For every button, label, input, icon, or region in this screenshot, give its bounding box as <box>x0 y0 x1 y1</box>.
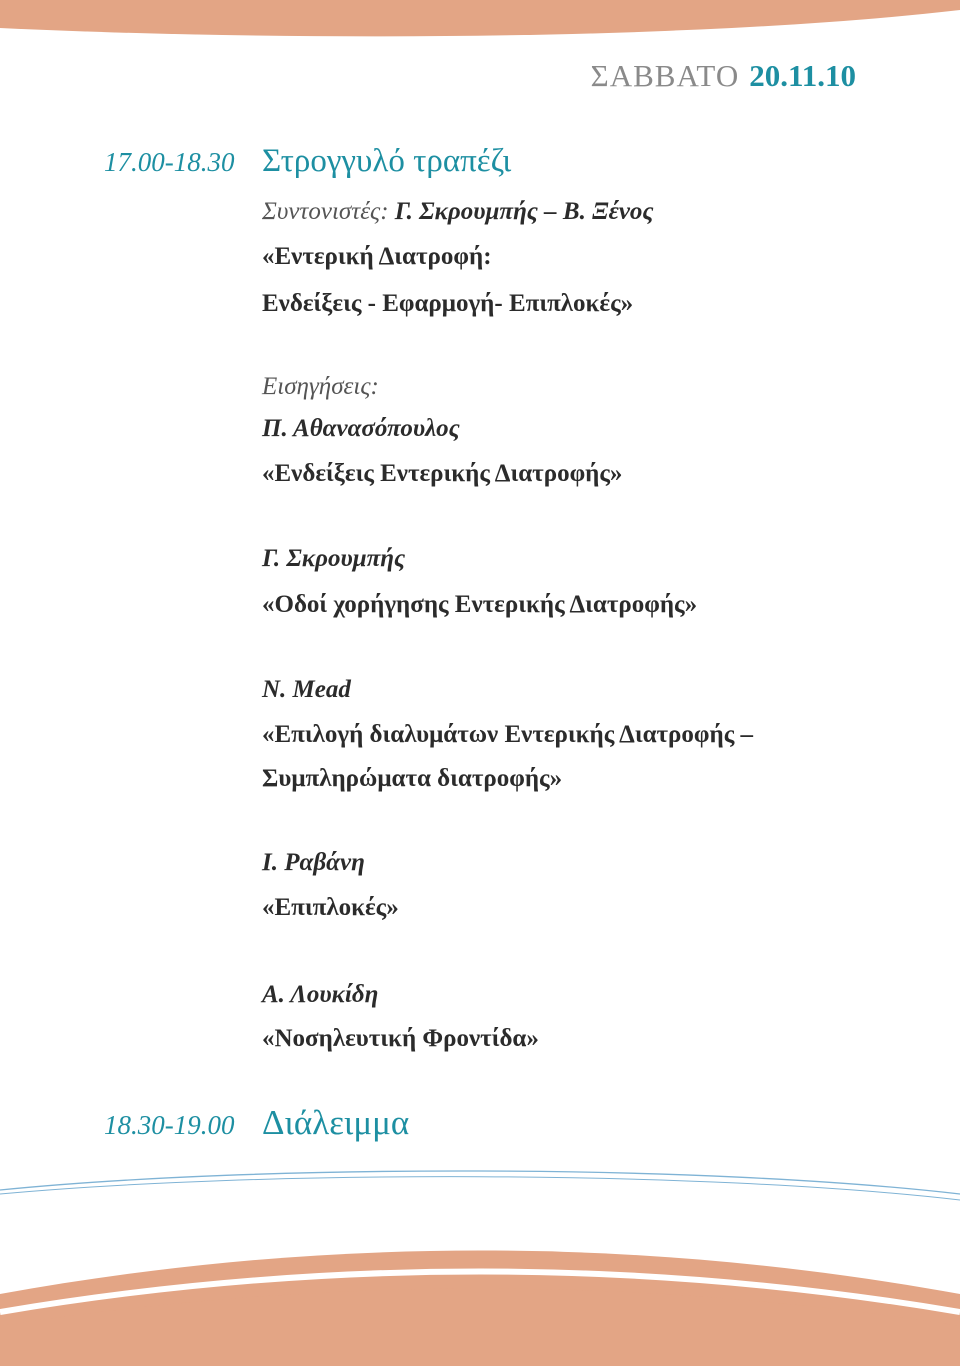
topic-line-1: «Εντερική Διατροφή: <box>262 243 492 270</box>
talk-speaker: Ι. Ραβάνη <box>262 849 365 876</box>
talk-speaker: Γ. Σκρουμπής <box>262 545 406 572</box>
moderators-label: Συντονιστές: <box>262 198 389 225</box>
talk-title: «Νοσηλευτική Φροντίδα» <box>262 1025 539 1052</box>
session-title: Στρογγυλό τραπέζι <box>262 143 512 179</box>
day-name: ΣΑΒΒΑΤΟ <box>590 58 740 93</box>
break-time: 18.30-19.00 <box>104 1110 235 1140</box>
talk-title: «Οδοί χορήγησης Εντερικής Διατροφής» <box>262 591 698 618</box>
session-time: 17.00-18.30 <box>104 147 235 177</box>
day-date: 20.11.10 <box>749 58 856 93</box>
talk-title: Συμπληρώματα διατροφής» <box>262 765 563 792</box>
day-header <box>591 58 856 94</box>
topic-line-2: Ενδείξεις - Εφαρμογή- Επιπλοκές» <box>262 290 634 317</box>
talk-speaker: Π. Αθανασόπουλος <box>262 415 460 442</box>
top-decoration <box>0 0 960 60</box>
talk-speaker: N. Mead <box>262 676 351 703</box>
talk-title: «Ενδείξεις Εντερικής Διατροφής» <box>262 460 623 487</box>
talk-title: «Επιπλοκές» <box>262 894 399 921</box>
bottom-decoration <box>0 1166 960 1366</box>
talk-speaker: Α. Λουκίδη <box>262 981 379 1008</box>
talks-label: Εισηγήσεις: <box>262 373 379 400</box>
moderators-line <box>262 198 654 226</box>
break-title: Διάλειμμα <box>262 1103 410 1142</box>
moderators-names: Γ. Σκρουμπής – Β. Ξένος <box>394 198 654 225</box>
talk-title: «Επιλογή διαλυμάτων Εντερικής Διατροφής – <box>262 721 754 748</box>
